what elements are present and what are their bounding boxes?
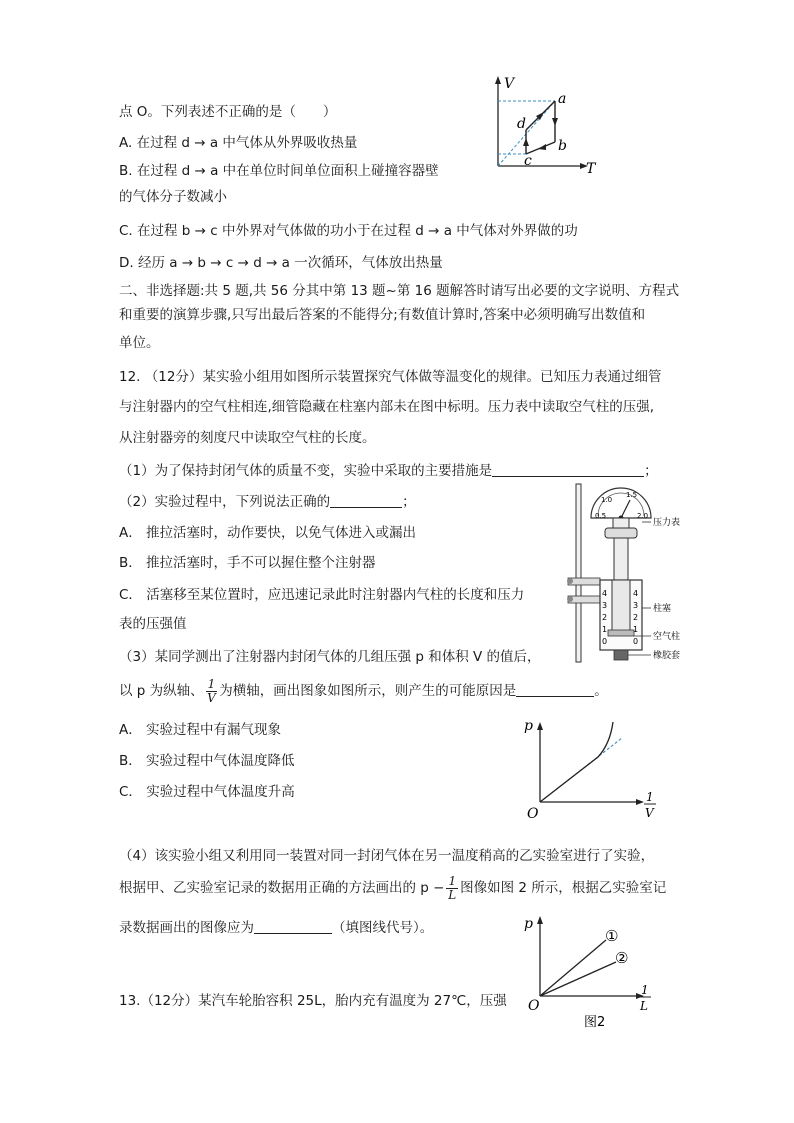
scale-num-2-right: 2 (633, 613, 639, 622)
q11-stem-tail: 点 O。下列表述不正确的是（ ） (119, 104, 337, 120)
frac-denominator: L (448, 887, 457, 902)
q12-part1-text: （1）为了保持封闭气体的质量不变，实验中采取的主要措施是 (119, 463, 493, 479)
vt-point-d: d (517, 116, 526, 132)
q12-part4-fraction (446, 875, 458, 902)
q12-part3-line1: （3）某同学测出了注射器内封闭气体的几组压强 p 和体积 V 的值后， (119, 649, 541, 665)
graph1-axis-x-den: V (645, 806, 654, 820)
q12-part4-line3 (119, 918, 433, 938)
section2-line1: 二、非选择题:共 5 题,共 56 分其中第 13 题~第 16 题解答时请写出必要的文字说明、方程式 (119, 283, 680, 299)
section2-line3: 单位。 (119, 335, 160, 351)
q12-part2-text: （2）实验过程中，下列说法正确的 (119, 494, 331, 510)
q12-part1-answer-blank[interactable] (492, 461, 644, 477)
q12-stem-line3: 从注射器旁的刻度尺中读取空气柱的长度。 (119, 430, 376, 446)
q12-part2-option-c-line1: C． 活塞移至某位置时，应迅速记录此时注射器内气柱的长度和压力 (119, 587, 525, 603)
frac-numerator: 1 (448, 873, 457, 888)
q12-part4-line1: （4）该实验小组又利用同一装置对同一封闭气体在另一温度稍高的乙实验室进行了实验， (119, 848, 655, 864)
q12-part3-end: 。 (594, 683, 608, 699)
graph2-axis-x-num: 1 (641, 983, 649, 997)
q11-option-d: D. 经历 a → b → c → d → a 一次循环，气体放出热量 (119, 255, 443, 271)
scale-num-4-right: 4 (633, 589, 639, 598)
graph1-origin: O (527, 806, 539, 822)
q12-part3-option-b: B． 实验过程中气体温度降低 (119, 753, 295, 769)
graph1-axis-x-num: 1 (646, 790, 654, 804)
q12-part1 (119, 461, 658, 481)
q12-part2-end: ； (402, 494, 416, 510)
q12-stem-line1: 12. （12分）某实验小组用如图所示装置探究气体做等温变化的规律。已知压力表通过细管 (119, 369, 662, 385)
gauge-tick-1-5: 1.5 (626, 491, 638, 499)
label-plunger: 柱塞 (653, 604, 672, 614)
scale-num-1-right: 1 (633, 625, 639, 634)
q12-part4-line3-post: （填图线代号）。 (332, 920, 434, 936)
gauge-tick-2-0: 2.0 (637, 512, 649, 520)
graph1-axis-p: p (524, 718, 533, 734)
q12-part3-answer-blank[interactable] (516, 681, 594, 697)
q12-part2-option-b: B． 推拉活塞时，手不可以握住整个注射器 (119, 555, 376, 571)
graph2-caption: 图2 (584, 1015, 606, 1030)
frac-denominator: V (207, 690, 216, 705)
q12-part4-pre: 根据甲、乙实验室记录的数据用正确的方法画出的 p − (119, 880, 445, 896)
graph2-line-1-label: ① (605, 927, 619, 945)
graph2-line-2-label: ② (615, 949, 629, 967)
syringe-apparatus-figure (562, 480, 694, 666)
q12-part4-post: 图像如图 2 所示，根据乙实验室记 (460, 880, 667, 896)
q12-figure-2-graph (518, 910, 668, 1032)
scale-num-0: 0 (602, 637, 608, 646)
scale-num-1: 1 (602, 625, 608, 634)
q11-option-b-line1: B. 在过程 d → a 中在单位时间单位面积上碰撞容器壁 (119, 163, 439, 179)
vt-point-c: c (524, 153, 532, 169)
q12-part2-option-c-line2: 表的压强值 (119, 616, 187, 632)
q12-part2-answer-blank[interactable] (330, 492, 402, 508)
q12-part4-answer-blank[interactable] (254, 918, 332, 934)
gauge-tick-1-0: 1.0 (601, 496, 613, 504)
q12-part3-option-a: A． 实验过程中有漏气现象 (119, 722, 282, 738)
q12-part4-line3-pre: 录数据画出的图像应为 (119, 920, 254, 936)
scale-num-0-right: 0 (633, 637, 639, 646)
vt-axis-v: V (504, 76, 515, 92)
q11-option-c: C. 在过程 b → c 中外界对气体做的功小于在过程 d → a 中气体对外界做的功 (119, 223, 578, 239)
q12-part2-option-a: A． 推拉活塞时，动作要快，以免气体进入或漏出 (119, 525, 417, 541)
label-rubber-cap: 橡胶套 (653, 651, 681, 661)
q11-option-b-line2: 的气体分子数减小 (119, 189, 227, 205)
q11-option-a: A. 在过程 d → a 中气体从外界吸收热量 (119, 135, 358, 151)
graph2-axis-p: p (524, 916, 533, 932)
q12-part3-pre: 以 p 为纵轴、 (119, 683, 204, 699)
section2-line2: 和重要的演算步骤,只写出最后答案的不能得分;有数值计算时,答案中必须明确写出数值和 (119, 307, 646, 323)
q11-vt-diagram (488, 74, 598, 178)
label-air-column: 空气柱 (653, 632, 681, 642)
scale-num-2: 2 (602, 613, 608, 622)
scale-num-4: 4 (602, 589, 608, 598)
q12-part1-end: ； (644, 463, 658, 479)
q12-part3-line2 (119, 676, 608, 706)
q13-stem: 13.（12分）某汽车轮胎容积 25L，胎内充有温度为 27℃，压强 (119, 993, 507, 1009)
q12-part2 (119, 492, 416, 512)
q12-part3-post: 为横轴，画出图象如图所示，则产生的可能原因是 (219, 683, 517, 699)
q12-p-inverse-v-graph (518, 716, 668, 824)
graph2-axis-x-den: L (640, 999, 648, 1013)
vt-point-b: b (558, 138, 567, 154)
q12-part4-line2 (119, 873, 666, 903)
graph2-origin: O (528, 998, 540, 1014)
frac-numerator: 1 (207, 676, 216, 691)
q12-part3-fraction (206, 678, 218, 705)
q12-stem-line2: 与注射器内的空气柱相连,细管隐藏在柱塞内部未在图中标明。压力表中读取空气柱的压强, (119, 399, 655, 415)
vt-point-a: a (558, 91, 567, 107)
label-pressure-gauge: 压力表 (653, 518, 681, 528)
scale-num-3-right: 3 (633, 601, 639, 610)
scale-num-3: 3 (602, 601, 608, 610)
q12-part3-option-c: C． 实验过程中气体温度升高 (119, 784, 295, 800)
vt-axis-t: T (586, 161, 596, 177)
gauge-tick-0-5: 0.5 (595, 512, 607, 520)
